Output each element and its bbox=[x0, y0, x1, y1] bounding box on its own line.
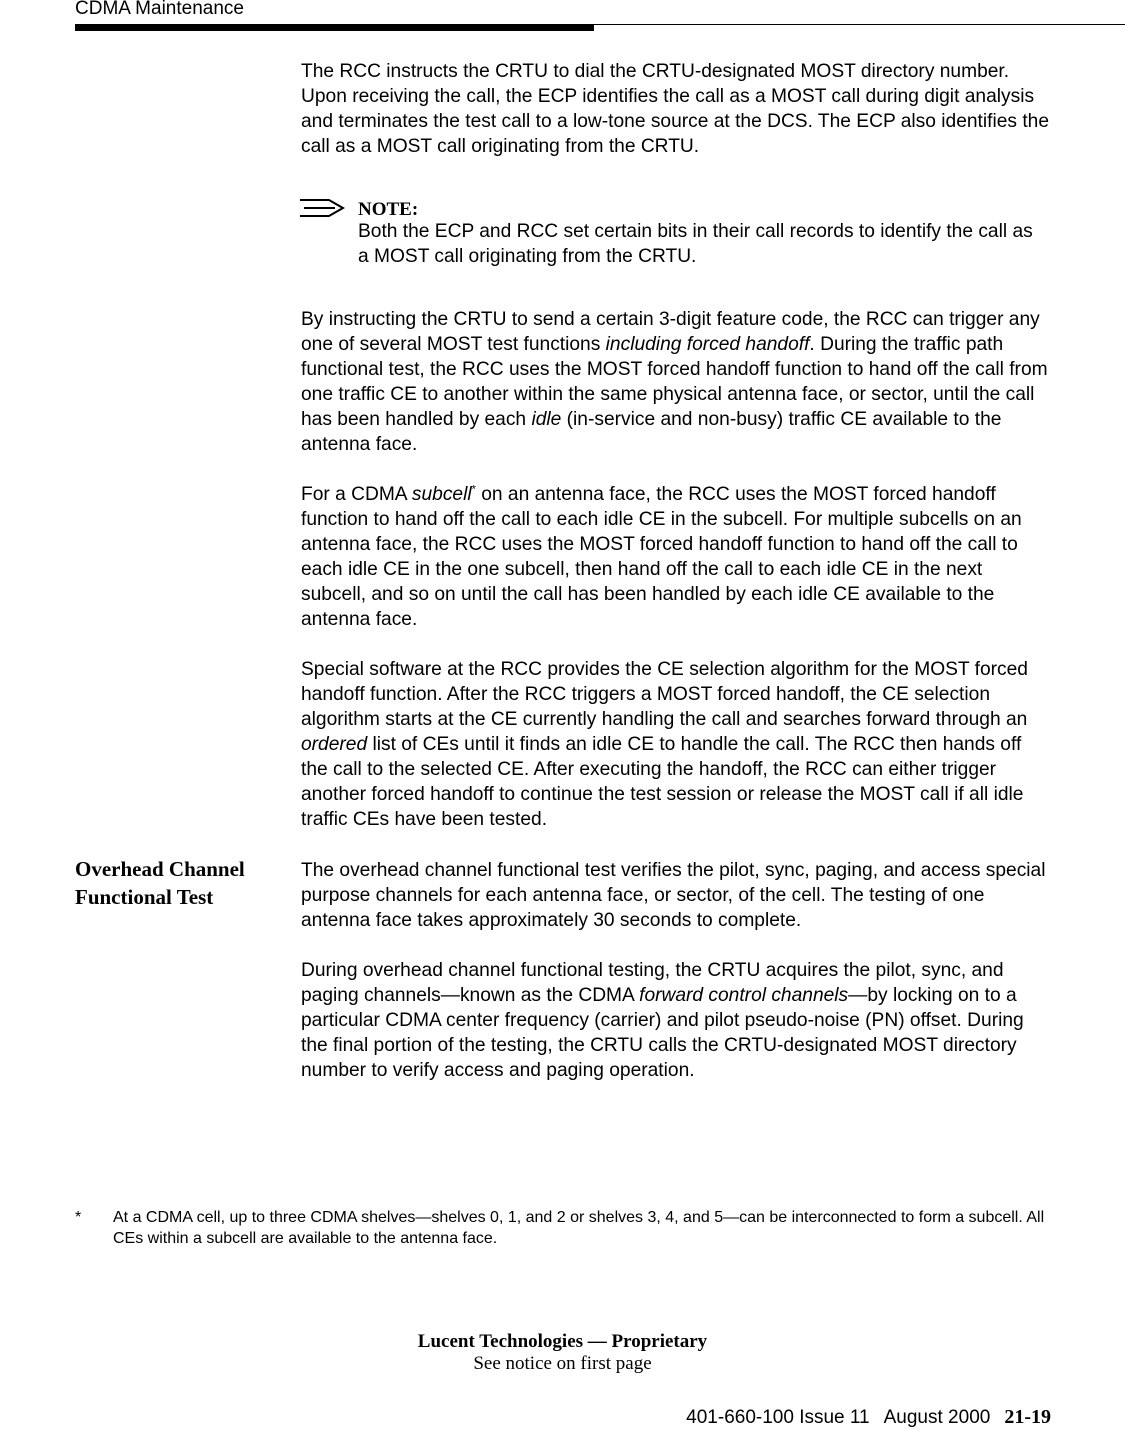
footer-document-line bbox=[686, 1406, 1051, 1429]
paragraph-text: Special software at the RCC provides the CE selection algorithm for the MOST forced handoff function. After the RCC triggers a MOST forced handoff, the CE selection algorithm starts at the CE currently handling the call and searches forward through an bbox=[301, 659, 1028, 730]
header-bar bbox=[75, 24, 594, 31]
paragraph-text: list of CEs until it finds an idle CE to handle the call. The RCC then hands off the call to the selected CE. After executing the handoff, the RCC can either trigger another forced handoff to continue the test session or release the MOST call if all idle traffic CEs have been tested. bbox=[301, 734, 1024, 830]
note-text: Both the ECP and RCC set certain bits in their call records to identify the call as a MOST call originating from the CRTU. bbox=[358, 221, 1033, 267]
footnote-text: At a CDMA cell, up to three CDMA shelves—shelves 0, 1, and 2 or shelves 3, 4, and 5—can be interconnected to form a subcell. All CEs within a subcell are available to the antenna face. bbox=[113, 1209, 1045, 1247]
paragraph-text: on an antenna face, the RCC uses the MOST forced handoff function to hand off the call to each idle CE in the subcell. For multiple subcells on an antenna face, the RCC uses the MOST forced handoff function to hand off the call to each idle CE in the one subcell, then hand off the call to each idle CE in the next subcell, and so on until the call has been handled by each idle CE available to the antenna face. bbox=[301, 484, 1022, 630]
footnote-marker: * bbox=[75, 1209, 82, 1226]
paragraph-text: The RCC instructs the CRTU to dial the CRTU-designated MOST directory number. Upon receiving the call, the ECP identifies the call as a MOST call during digit analysis and terminates the test call to a low-tone source at the DCS. The ECP also identifies the call as a MOST call originating from the CRTU. bbox=[301, 61, 1050, 157]
document-date: August 2000 bbox=[883, 1407, 991, 1428]
footnote-reference[interactable]: * bbox=[471, 483, 476, 496]
emphasis-text: ordered bbox=[301, 734, 368, 755]
paragraph-text: During overhead channel functional testing, the CRTU acquires the pilot, sync, and paging channels—known as the CDMA bbox=[301, 960, 1004, 1006]
emphasis-text: including forced handoff bbox=[605, 334, 810, 355]
paragraph-text: —by locking on to a particular CDMA center frequency (carrier) and pilot pseudo-noise (PN) offset. During the final portion of the testing, the CRTU calls the CRTU-designated MOST directory number to verify access and paging operation. bbox=[301, 985, 1024, 1081]
paragraph-selection-algorithm bbox=[301, 657, 1051, 832]
emphasis-text: idle bbox=[531, 409, 562, 430]
section-heading bbox=[75, 855, 290, 911]
footer-company: Lucent Technologies — Proprietary bbox=[417, 1331, 708, 1352]
paragraph-overhead-testing bbox=[301, 958, 1051, 1083]
section-heading-line: Overhead Channel bbox=[75, 857, 245, 881]
paragraph-text: (in-service and non-busy) traffic CE available to the antenna face. bbox=[301, 409, 1002, 455]
paragraph-text: For a CDMA bbox=[301, 484, 412, 505]
paragraph-text: By instructing the CRTU to send a certain 3-digit feature code, the RCC can trigger any one of several MOST test functions bbox=[301, 309, 1040, 355]
paragraph-subcell bbox=[301, 482, 1051, 632]
paragraph-dial-most bbox=[301, 59, 1051, 159]
paragraph-feature-code bbox=[301, 307, 1051, 457]
footer-notice: See notice on first page bbox=[473, 1353, 652, 1374]
emphasis-text: subcell bbox=[411, 484, 472, 505]
note-pencil-icon bbox=[299, 197, 345, 219]
running-header-title: CDMA Maintenance bbox=[75, 0, 244, 19]
paragraph-text: . During the traffic path functional test, the RCC uses the MOST forced handoff function to hand off the call from one traffic CE to another within the same physical antenna face, or sector, until the call has been handled by each bbox=[301, 334, 1048, 430]
section-heading-line: Functional Test bbox=[75, 885, 214, 909]
note-label: NOTE: bbox=[358, 199, 419, 220]
paragraph-text: The overhead channel functional test verifies the pilot, sync, paging, and access special purpose channels for each antenna face, or sector, of the cell. The testing of one antenna face takes approximately 30 seconds to complete. bbox=[301, 860, 1046, 931]
page-number: 21-19 bbox=[1004, 1406, 1051, 1428]
document-number: 401-660-100 Issue 11 bbox=[686, 1407, 870, 1428]
paragraph-overhead-test bbox=[301, 858, 1051, 933]
emphasis-text: forward control channels bbox=[639, 985, 849, 1006]
